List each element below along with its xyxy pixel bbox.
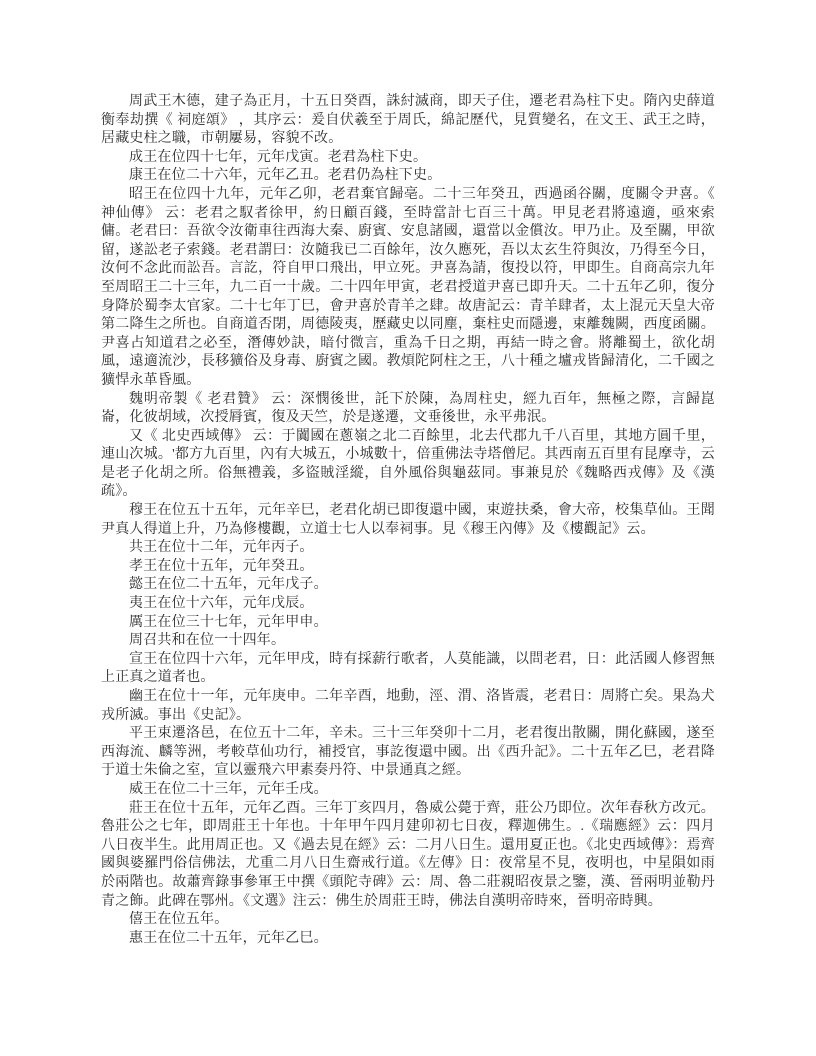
paragraph-gongwang: 共王在位十二年，元年丙子。	[129, 540, 314, 556]
paragraph-xiwang: 僖王在位五年。	[129, 912, 229, 928]
paragraph-kangwang: 康王在位二十六年，元年乙丑。老君仍為柱下史。	[129, 168, 442, 184]
paragraph-yiwang: 懿王在位二十五年，元年戊子。	[129, 577, 328, 593]
paragraph-liwang: 厲王在位三十七年，元年甲申。	[129, 614, 328, 630]
paragraph-xuanwang: 宣王在位四十六年，元年甲戌，時有採薪行歌者，人莫能識，以問老君，日：此活國人修習無上正真之道者也。	[101, 651, 715, 686]
paragraph-gonghe: 周召共和在位一十四年。	[129, 633, 286, 649]
paragraph-weimingdi: 魏明帝製《 老君贊》 云：深憫後世，託下於陳，為周柱史，經九百年，無極之際，言歸崑崙，化彼胡域，次授脣賓，復及天竺，於是遂遷，文垂後世，永平弗泯。	[101, 391, 715, 426]
paragraph-xiaowang: 孝王在位十五年，元年癸丑。	[129, 558, 314, 574]
paragraph-wuwang: 周武王木德，建子為正月，十五日癸酉，誅紂滅商，即天子住，遷老君為柱下史。隋內史薛道衡奉劫撰《 祠庭頌》 ，其序云：爰自伏羲至于周氏，綿記歷代，見質變名，在文王、武王之時，居藏史柱之職，市朝屢易，容貌不改。	[101, 94, 715, 147]
paragraph-zhuangwang: 莊王在位十五年，元年乙酉。三年丁亥四月，魯威公薨于齊，莊公乃即位。次年春秋方改元。魯莊公之七年，即周莊王十年也。十年甲午四月建卯初七日夜，釋迦佛生。.《瑞應經》云：四月八日夜半生。此用周正也。又《過去見在經》云：二月八日生。還用夏正也。《北史西域傳》：焉齊國與婆羅門俗信佛法，尤重二月八日生齋戒行道。《左傳》日：夜常星不見，夜明也，中星隕如雨於兩階也。故蕭齊錄事參軍王中撰《頭陀寺碑》云：周、魯二莊親昭夜景之鑒，漢、晉兩明並勒丹青之飾。此碑在鄂州。《文選》注云：佛生於周莊王時，佛法自漢明帝時來，晉明帝時興。	[101, 800, 715, 909]
paragraph-youwang: 幽王在位十一年，元年庚申。二年辛酉，地動，涇、渭、洛皆震，老君日：周將亡矣。果為犬戎所滅。事出《史記》。	[101, 689, 715, 723]
paragraph-yiwang2: 夷王在位十六年，元年戊辰。	[129, 596, 314, 612]
paragraph-beishi-xiyu: 又《 北史西域傳》 云：于闐國在蔥嶺之北二百餘里，北去代郡九千八百里，其地方圓千里，連山次城。'都方九百里，內有大城五，小城數十，倍重佛法寺塔僧尼。其西南五百里有昆摩寺，云是老子化胡之所。俗無禮義，多盜賊淫縱，自外風俗與龜茲同。事兼見於《魏略西戎傳》及《漢疏》。	[101, 428, 715, 500]
paragraph-pingwang: 平王束遷洛邑，在位五十二年，辛未。三十三年癸卯十二月，老君復出散關，開化蘇國，遂至西海流、麟等洲，考較草仙功行，補授官，事訖復還中國。出《西升記》。二十五年乙巳，老君降于道士朱倫之室，宣以靈飛六甲素奏丹符、中景通真之經。	[101, 726, 715, 779]
paragraph-zhaowang: 昭王在位四十九年，元年乙卯，老君棄官歸亳。二十三年癸丑，西過函谷關，度關令尹喜。《 神仙傳》 云：老君之馭者徐甲，約日顧百錢，至時當計七百三十萬。甲見老君將遠適，亟來索傭。老君曰：吾欲令汝衛車往西海大秦、廚賓、安息諸國，還當以金償汝。甲乃止。及至關，甲欲留，遂訟老子索錢。老君謂曰：汝隨我已二百餘年，汝久應死，吾以太玄生符與汝，乃得至今日，汝何不念此而訟吾。言訖，符自甲口飛出，甲立死。尹喜為請，復投以符，甲即生。自商高宗九年至周昭王二十三年，九二百一十歲。二十四年甲寅，老君授道尹喜已即升天。二十五年乙卯，復分身降於蜀李太官家。二十七年丁巳，會尹喜於青羊之肆。故唐記云：青羊肆者，太上混元天皇大帝第二降生之所也。自商道否閉，周德陵夷，歷藏史以同塵，棄柱史而隱邊，束離魏闕，西度函關。尹喜占知道君之必至，潛傳妙訣，暗付微言，重為千日之期，再結一時之會。將離蜀土，欲化胡風，遠適流沙，長移獷俗及身毒、廚賓之國。教煩陀阿柱之王，八十種之壚戎皆歸清化，二千國之獷悍永革昏風。	[101, 186, 715, 388]
paragraph-weiwang: 威王在位二十三年，元年壬戌。	[129, 781, 328, 797]
text-block	[101, 93, 715, 948]
paragraph-muwang: 穆王在位五十五年，元年辛巳，老君化胡已即復還中國，束遊扶桑，會大帝，校集草仙。王聞尹真人得道上升，乃為修樓觀，立道士七人以奉祠事。見《穆王內傳》及《樓觀記》云。	[101, 503, 715, 537]
paragraph-chengwang: 成王在位四十七年，元年戊寅。老君為柱下史。	[129, 149, 428, 165]
paragraph-huiwang: 惠王在位二十五年，元年乙巳。	[129, 930, 328, 946]
